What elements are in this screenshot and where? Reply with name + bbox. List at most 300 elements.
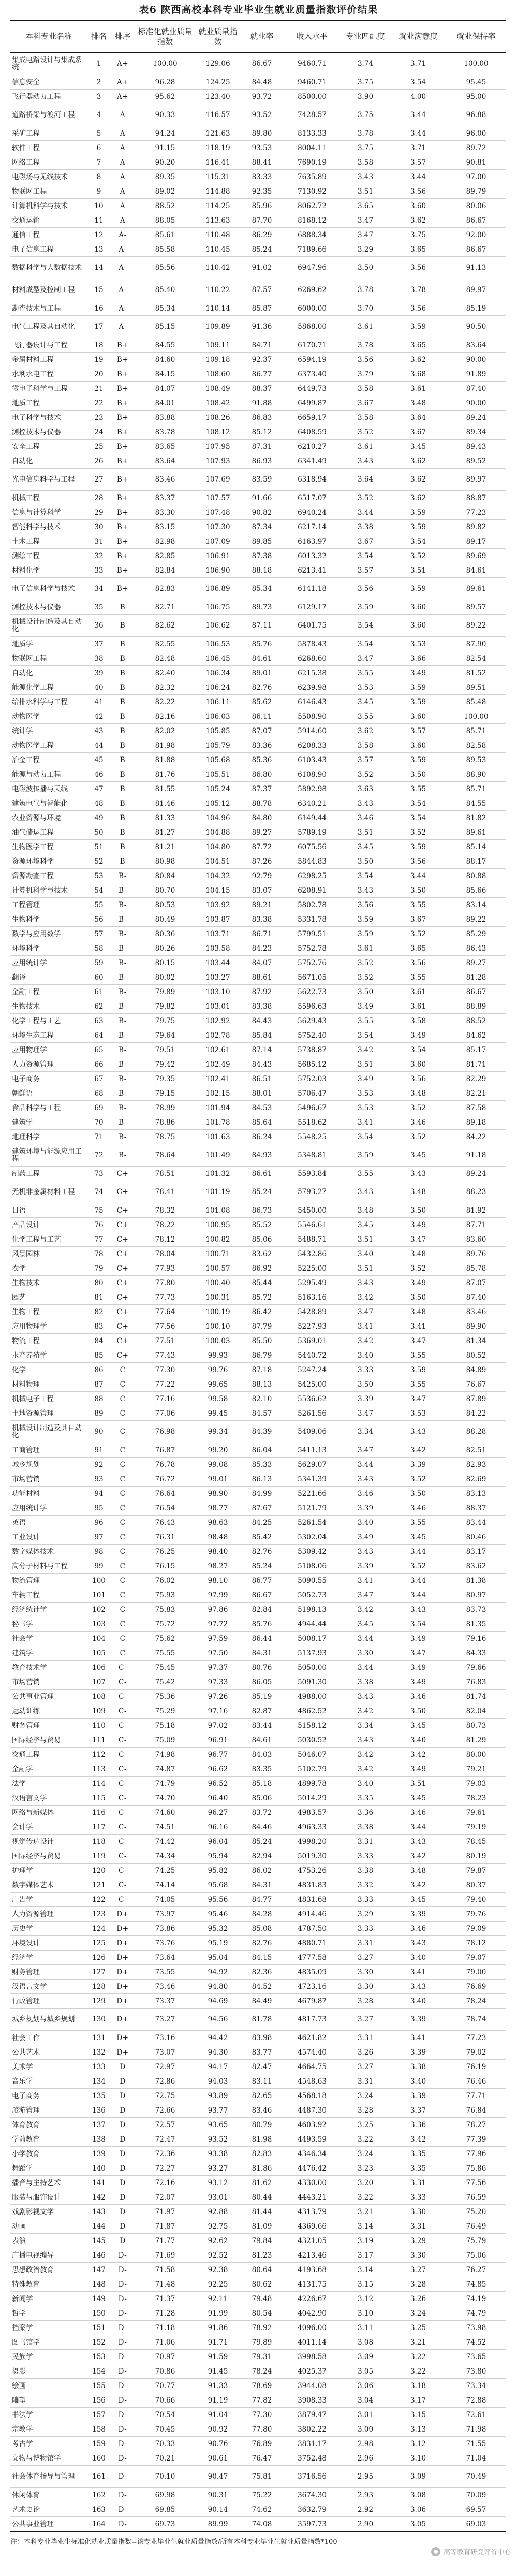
table-cell: 99.20 — [196, 1443, 240, 1458]
table-cell: 3.50 — [390, 1290, 446, 1305]
table-cell: 3.75 — [341, 104, 390, 126]
table-cell: 3.59 — [341, 1144, 390, 1167]
table-cell: 75.22 — [240, 2488, 284, 2502]
grade-cell: D — [111, 2103, 135, 2118]
table-cell: 72.57 — [135, 2118, 196, 2132]
grade-cell: A — [111, 155, 135, 170]
major-name-cell: 微电子科学与工程 — [10, 382, 87, 396]
table-cell: 76.69 — [446, 1980, 506, 1994]
grade-cell: B- — [111, 898, 135, 912]
table-cell: 110 — [87, 1719, 111, 1733]
table-cell: 3.50 — [390, 1704, 446, 1719]
table-cell: 107.57 — [196, 491, 240, 505]
table-cell: 82.84 — [240, 1603, 284, 1617]
table-cell: 83.35 — [240, 1762, 284, 1777]
table-cell: 124.25 — [196, 75, 240, 90]
table-cell: 84.01 — [135, 396, 196, 411]
table-cell: 89 — [87, 1406, 111, 1421]
table-cell: 101.78 — [196, 1115, 240, 1130]
major-name-cell: 资源勘查工程 — [10, 869, 87, 883]
table-cell: 69.85 — [135, 2502, 196, 2517]
table-cell: 80.98 — [135, 854, 196, 869]
table-cell: 3.22 — [341, 2132, 390, 2147]
grade-cell: B- — [111, 1043, 135, 1057]
major-name-cell: 公共事业管理 — [10, 2517, 87, 2532]
grade-cell: D- — [111, 2408, 135, 2422]
table-cell: 86.11 — [240, 709, 284, 724]
table-cell: 5593.84 — [284, 1167, 341, 1181]
table-cell: 84.31 — [240, 1646, 284, 1661]
table-cell: 85.48 — [446, 695, 506, 709]
table-row — [10, 1936, 506, 1951]
major-name-cell: 音乐学 — [10, 2074, 87, 2089]
table-cell: 3.59 — [341, 912, 390, 927]
table-cell: 4831.83 — [284, 1878, 341, 1893]
table-cell: 98 — [87, 1545, 111, 1559]
table-cell: 91.33 — [196, 2379, 240, 2393]
table-cell: 75.81 — [240, 2466, 284, 2488]
table-cell: 80.79 — [240, 2118, 284, 2132]
table-cell: 4831.68 — [284, 1893, 341, 1907]
table-cell: 85.58 — [135, 242, 196, 257]
grade-cell: C+ — [111, 1232, 135, 1247]
table-cell: 129 — [87, 1994, 111, 2009]
table-cell: 86.67 — [446, 213, 506, 228]
major-name-cell: 测控技术与仪器 — [10, 600, 87, 615]
header-cell: 专业匹配度 — [341, 20, 390, 53]
table-cell: 3.46 — [390, 1690, 446, 1704]
table-cell: 3.49 — [390, 1675, 446, 1690]
table-cell: 88.90 — [446, 767, 506, 782]
table-cell: 5247.24 — [284, 1363, 341, 1377]
table-cell: 88.18 — [240, 563, 284, 578]
table-row — [10, 1733, 506, 1748]
table-row — [10, 854, 506, 869]
table-cell: 103.92 — [196, 898, 240, 912]
table-cell: 3.24 — [341, 2089, 390, 2103]
table-cell: 88.41 — [240, 155, 284, 170]
grade-cell: D- — [111, 2422, 135, 2437]
table-cell: 27 — [87, 469, 111, 491]
table-cell: 5799.51 — [284, 927, 341, 941]
table-cell: 86.61 — [240, 1167, 284, 1181]
grade-cell: B+ — [111, 491, 135, 505]
major-name-cell: 电子商务 — [10, 2089, 87, 2103]
table-cell: 3.55 — [390, 898, 446, 912]
grade-cell: D — [111, 2219, 135, 2234]
table-cell: 5914.60 — [284, 724, 341, 738]
table-cell: 94.42 — [196, 2031, 240, 2045]
table-cell: 87.89 — [446, 1392, 506, 1406]
table-cell: 87.34 — [240, 520, 284, 534]
table-cell: 85.61 — [135, 228, 196, 242]
table-cell: 90.00 — [446, 353, 506, 367]
table-cell: 85.78 — [446, 1261, 506, 1276]
table-cell: 89.79 — [446, 184, 506, 199]
table-cell: 3.28 — [341, 2103, 390, 2118]
table-cell: 75.36 — [135, 1690, 196, 1704]
table-cell: 3.43 — [341, 1545, 390, 1559]
table-cell: 8500.00 — [284, 90, 341, 104]
table-row — [10, 1028, 506, 1043]
table-cell: 5411.13 — [284, 1443, 341, 1458]
table-cell: 3.37 — [390, 2103, 446, 2118]
table-row — [10, 695, 506, 709]
major-name-cell: 计算机科学与技术 — [10, 199, 87, 213]
table-cell: 74.52 — [446, 2335, 506, 2350]
table-cell: 3.52 — [390, 549, 446, 563]
table-cell: 5671.05 — [284, 970, 341, 985]
table-cell: 3.66 — [390, 651, 446, 666]
table-cell: 3.46 — [341, 811, 390, 825]
grade-cell: C+ — [111, 1203, 135, 1218]
table-cell: 83.33 — [240, 170, 284, 184]
table-row — [10, 1392, 506, 1406]
table-cell: 121 — [87, 1878, 111, 1893]
table-cell: 90.47 — [196, 2466, 240, 2488]
table-cell: 102.15 — [196, 1086, 240, 1101]
table-cell: 70.54 — [135, 2408, 196, 2422]
table-cell: 99.08 — [196, 1458, 240, 1472]
table-cell: 5518.62 — [284, 1115, 341, 1130]
table-cell: 3.48 — [390, 1247, 446, 1261]
major-name-cell: 通信工程 — [10, 228, 87, 242]
table-cell: 70.10 — [135, 2466, 196, 2488]
table-cell: 77.64 — [135, 1305, 196, 1319]
table-cell: 5752.76 — [284, 956, 341, 970]
table-cell: 5752.78 — [284, 941, 341, 956]
grade-cell: C — [111, 1516, 135, 1530]
table-cell: 25 — [87, 440, 111, 454]
table-cell: 76 — [87, 1218, 111, 1232]
table-cell: 3879.47 — [284, 2408, 341, 2422]
table-cell: 3.75 — [341, 141, 390, 155]
table-cell: 35 — [87, 600, 111, 615]
table-cell: 84.52 — [240, 1980, 284, 1994]
table-cell: 4777.58 — [284, 1951, 341, 1965]
grade-cell: D — [111, 2089, 135, 2103]
table-cell: 3.50 — [390, 1487, 446, 1501]
table-cell: 3.70 — [341, 301, 390, 316]
table-cell: 5706.47 — [284, 1086, 341, 1101]
table-cell: 85.34 — [135, 301, 196, 316]
table-cell: 4568.18 — [284, 2089, 341, 2103]
table-row — [10, 2488, 506, 2502]
table-cell: 87.79 — [240, 1319, 284, 1334]
table-cell: 116.57 — [196, 104, 240, 126]
table-cell: 4330.00 — [284, 2176, 341, 2190]
major-name-cell: 戏剧影视文学 — [10, 2205, 87, 2219]
table-cell: 3.44 — [341, 505, 390, 520]
table-cell: 3.44 — [390, 170, 446, 184]
major-name-cell: 无机非金属材料工程 — [10, 1181, 87, 1203]
table-cell: 85.52 — [240, 1218, 284, 1232]
table-cell: 108.42 — [196, 396, 240, 411]
table-cell: 3.42 — [390, 1878, 446, 1893]
table-cell: 100.19 — [196, 1305, 240, 1319]
table-cell: 6408.59 — [284, 425, 341, 440]
major-name-cell: 测绘工程 — [10, 549, 87, 563]
table-cell: 50 — [87, 825, 111, 840]
table-cell: 80.76 — [240, 1661, 284, 1675]
table-row — [10, 1588, 506, 1603]
grade-cell: C+ — [111, 1218, 135, 1232]
table-cell: 152 — [87, 2335, 111, 2350]
table-cell: 6 — [87, 141, 111, 155]
table-cell: 3.23 — [341, 2161, 390, 2176]
table-cell: 3.60 — [390, 709, 446, 724]
table-cell: 93.38 — [196, 2147, 240, 2161]
table-cell: 84.77 — [240, 1893, 284, 1907]
table-cell: 3.14 — [341, 2219, 390, 2234]
table-cell: 31 — [87, 534, 111, 549]
table-cell: 78 — [87, 1247, 111, 1261]
table-cell: 86.92 — [240, 1261, 284, 1276]
table-cell: 89.21 — [240, 898, 284, 912]
table-cell: 155 — [87, 2379, 111, 2393]
table-cell: 118 — [87, 1835, 111, 1849]
table-cell: 122 — [87, 1893, 111, 1907]
grade-cell: D- — [111, 2263, 135, 2277]
table-cell: 6013.32 — [284, 549, 341, 563]
table-cell: 3.41 — [390, 1319, 446, 1334]
table-cell: 4443.21 — [284, 2190, 341, 2205]
table-row — [10, 534, 506, 549]
table-cell: 85.96 — [240, 199, 284, 213]
table-cell: 83.37 — [135, 491, 196, 505]
major-name-cell: 物联网工程 — [10, 651, 87, 666]
table-row — [10, 563, 506, 578]
table-cell: 91.59 — [196, 2350, 240, 2364]
table-cell: 60 — [87, 970, 111, 985]
table-cell: 12 — [87, 228, 111, 242]
table-cell: 3752.48 — [284, 2451, 341, 2466]
table-cell: 110.22 — [196, 279, 240, 301]
table-cell: 82.04 — [446, 1704, 506, 1719]
table-row — [10, 1181, 506, 1203]
table-cell: 75.83 — [135, 1603, 196, 1617]
table-cell: 4574.40 — [284, 2045, 341, 2060]
table-cell: 4025.37 — [284, 2364, 341, 2379]
table-cell: 83.15 — [135, 520, 196, 534]
major-name-cell: 智能科学与技术 — [10, 520, 87, 534]
table-cell: 102 — [87, 1603, 111, 1617]
table-cell: 101.94 — [196, 1101, 240, 1115]
table-row — [10, 615, 506, 637]
table-cell: 3.54 — [341, 1130, 390, 1144]
table-cell: 5309.42 — [284, 1545, 341, 1559]
table-row — [10, 199, 506, 213]
table-cell: 83.11 — [240, 2074, 284, 2089]
table-cell: 30 — [87, 520, 111, 534]
grade-cell: D- — [111, 2306, 135, 2321]
table-cell: 3.50 — [341, 985, 390, 999]
grade-cell: B- — [111, 1115, 135, 1130]
table-row — [10, 1406, 506, 1421]
table-cell: 80.26 — [135, 941, 196, 956]
table-row — [10, 1864, 506, 1878]
grade-cell: C+ — [111, 1334, 135, 1348]
table-row — [10, 2089, 506, 2103]
grade-cell: C — [111, 1617, 135, 1632]
table-cell: 3.43 — [390, 1835, 446, 1849]
major-name-cell: 机械设计制造及其自动化 — [10, 615, 87, 637]
table-cell: 3.43 — [341, 454, 390, 469]
table-cell: 91.66 — [240, 491, 284, 505]
table-row — [10, 1951, 506, 1965]
table-cell: 86.24 — [240, 1130, 284, 1144]
table-cell: 89.90 — [446, 1319, 506, 1334]
table-cell: 3.49 — [390, 1028, 446, 1043]
major-name-cell: 工商管理 — [10, 1443, 87, 1458]
table-cell: 106 — [87, 1661, 111, 1675]
table-cell: 105.85 — [196, 724, 240, 738]
table-cell: 3.54 — [341, 1028, 390, 1043]
table-cell: 89.97 — [446, 279, 506, 301]
table-cell: 89.01 — [240, 666, 284, 680]
table-cell: 78.23 — [446, 1791, 506, 1806]
grade-cell: C+ — [111, 1290, 135, 1305]
table-cell: 3.29 — [341, 1907, 390, 1922]
grade-cell: B — [111, 854, 135, 869]
table-cell: 71.04 — [446, 2451, 506, 2466]
table-cell: 80.37 — [446, 1878, 506, 1893]
table-cell: 72.16 — [135, 2176, 196, 2190]
table-row — [10, 2009, 506, 2031]
table-row — [10, 2045, 506, 2060]
table-cell: 70.97 — [135, 2350, 196, 2364]
table-cell: 3.44 — [390, 1574, 446, 1588]
table-cell: 4944.44 — [284, 1617, 341, 1632]
table-cell: 3.41 — [390, 1965, 446, 1980]
table-cell: 78.69 — [240, 2379, 284, 2393]
table-cell: 84.15 — [240, 1951, 284, 1965]
table-cell: 6659.17 — [284, 411, 341, 425]
table-cell: 103 — [87, 1617, 111, 1632]
table-cell: 99.01 — [196, 1472, 240, 1487]
table-cell: 3.58 — [341, 411, 390, 425]
table-cell: 79.64 — [135, 1028, 196, 1043]
table-cell: 95 — [87, 1501, 111, 1516]
grade-cell: A- — [111, 301, 135, 316]
table-cell: 3.30 — [390, 2248, 446, 2263]
table-cell: 3.59 — [390, 316, 446, 338]
table-cell: 84.89 — [446, 1363, 506, 1377]
table-cell: 86.51 — [240, 1072, 284, 1086]
table-cell: 80 — [87, 1276, 111, 1290]
table-cell: 107.48 — [196, 505, 240, 520]
table-cell: 3.47 — [390, 1392, 446, 1406]
table-row — [10, 1443, 506, 1458]
table-row — [10, 2103, 506, 2118]
table-row — [10, 1363, 506, 1377]
table-row — [10, 2234, 506, 2248]
table-cell: 89.69 — [446, 549, 506, 563]
table-cell: 84.57 — [240, 1406, 284, 1421]
table-cell: 100.71 — [196, 1247, 240, 1261]
table-cell: 91.71 — [196, 2335, 240, 2350]
table-row — [10, 1305, 506, 1319]
table-cell: 63 — [87, 1014, 111, 1028]
table-cell: 88.78 — [240, 796, 284, 811]
table-cell: 81.21 — [135, 840, 196, 854]
table-cell: 105.51 — [196, 767, 240, 782]
table-cell: 3632.79 — [284, 2502, 341, 2517]
table-cell: 82.83 — [240, 2147, 284, 2161]
table-cell: 83.46 — [240, 2103, 284, 2118]
table-cell: 95.00 — [446, 90, 506, 104]
table-cell: 81.74 — [446, 1690, 506, 1704]
table-cell: 73.80 — [446, 2364, 506, 2379]
table-row — [10, 782, 506, 796]
table-cell: 5261.54 — [284, 1516, 341, 1530]
grade-cell: C- — [111, 1806, 135, 1820]
table-cell: 104.80 — [196, 840, 240, 854]
major-name-cell: 图书馆学 — [10, 2335, 87, 2350]
major-name-cell: 生物技术 — [10, 999, 87, 1014]
table-row — [10, 578, 506, 600]
table-cell: 3.47 — [390, 1232, 446, 1247]
table-cell: 4096.00 — [284, 2321, 341, 2335]
table-cell: 79.89 — [240, 2335, 284, 2350]
grade-cell: C+ — [111, 1181, 135, 1203]
table-row — [10, 549, 506, 563]
table-cell: 5548.25 — [284, 1130, 341, 1144]
grade-cell: B — [111, 753, 135, 767]
table-cell: 69.98 — [135, 2488, 196, 2502]
table-cell: 3.15 — [341, 2277, 390, 2292]
table-cell: 76.43 — [135, 1516, 196, 1530]
table-cell: 83.65 — [135, 440, 196, 454]
table-cell: 86.44 — [240, 1632, 284, 1646]
table-cell: 91.89 — [446, 367, 506, 382]
table-row — [10, 2321, 506, 2335]
major-name-cell: 经济统计学 — [10, 1603, 87, 1617]
table-row — [10, 898, 506, 912]
table-cell: 3.46 — [390, 1501, 446, 1516]
table-cell: 81.88 — [135, 753, 196, 767]
table-row — [10, 651, 506, 666]
table-cell: 101.19 — [196, 1181, 240, 1203]
table-cell: 81.33 — [135, 811, 196, 825]
table-row — [10, 1994, 506, 2009]
table-cell: 81 — [87, 1290, 111, 1305]
table-row — [10, 1472, 506, 1487]
table-cell: 84.61 — [240, 651, 284, 666]
table-cell: 52 — [87, 854, 111, 869]
table-cell: 74.85 — [446, 2277, 506, 2292]
major-name-cell: 电磁场与无线技术 — [10, 170, 87, 184]
table-cell: 75.79 — [446, 2234, 506, 2248]
table-cell: 5508.90 — [284, 709, 341, 724]
table-row — [10, 2335, 506, 2350]
table-cell: 99.65 — [196, 1377, 240, 1392]
table-cell: 72 — [87, 1144, 111, 1167]
table-cell: 82.76 — [240, 680, 284, 695]
table-cell: 69 — [87, 1101, 111, 1115]
table-cell: 102.92 — [196, 1014, 240, 1028]
table-cell: 86.93 — [240, 454, 284, 469]
table-cell: 84.80 — [240, 811, 284, 825]
table-row — [10, 724, 506, 738]
major-name-cell: 测控技术与仪器 — [10, 425, 87, 440]
table-cell: 90.61 — [196, 2451, 240, 2466]
grade-cell: B — [111, 709, 135, 724]
table-row — [10, 883, 506, 898]
table-cell: 26 — [87, 454, 111, 469]
table-cell: 84.48 — [240, 75, 284, 90]
table-cell: 84.39 — [240, 1421, 284, 1443]
